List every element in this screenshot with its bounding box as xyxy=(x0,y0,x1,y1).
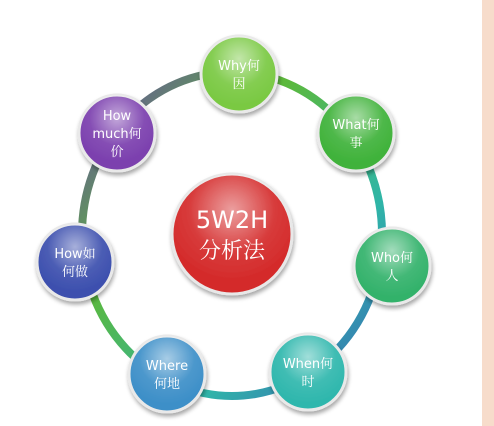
side-panel xyxy=(482,0,494,426)
node-label-when-1: When何 xyxy=(282,357,334,372)
node-what xyxy=(318,95,394,171)
node-label-how-1: How如 xyxy=(54,247,96,262)
center-subtitle: 分析法 xyxy=(198,239,266,264)
node-label-where-1: Where xyxy=(145,359,189,374)
center-node xyxy=(172,174,292,294)
node-label-why-2: 因 xyxy=(232,77,246,92)
node-label-where-2: 何地 xyxy=(153,377,181,392)
node-why xyxy=(201,36,277,112)
node-how xyxy=(37,224,113,300)
node-who xyxy=(354,228,430,304)
node-how-much xyxy=(79,95,155,171)
node-where xyxy=(129,336,205,412)
node-label-who-2: 人 xyxy=(385,269,399,284)
node-label-how-much-2: much何 xyxy=(92,127,142,142)
node-label-why-1: Why何 xyxy=(218,59,260,74)
node-label-how-2: 何做 xyxy=(61,265,89,280)
node-label-how-much-3: 价 xyxy=(110,145,124,160)
node-when xyxy=(270,334,346,410)
node-label-how-much-1: How xyxy=(102,109,132,124)
node-label-what-2: 事 xyxy=(349,136,363,151)
center-title: 5W2H xyxy=(195,206,269,234)
node-label-who-1: Who何 xyxy=(370,251,414,266)
node-label-what-1: What何 xyxy=(332,118,380,133)
node-label-when-2: 时 xyxy=(301,375,315,390)
